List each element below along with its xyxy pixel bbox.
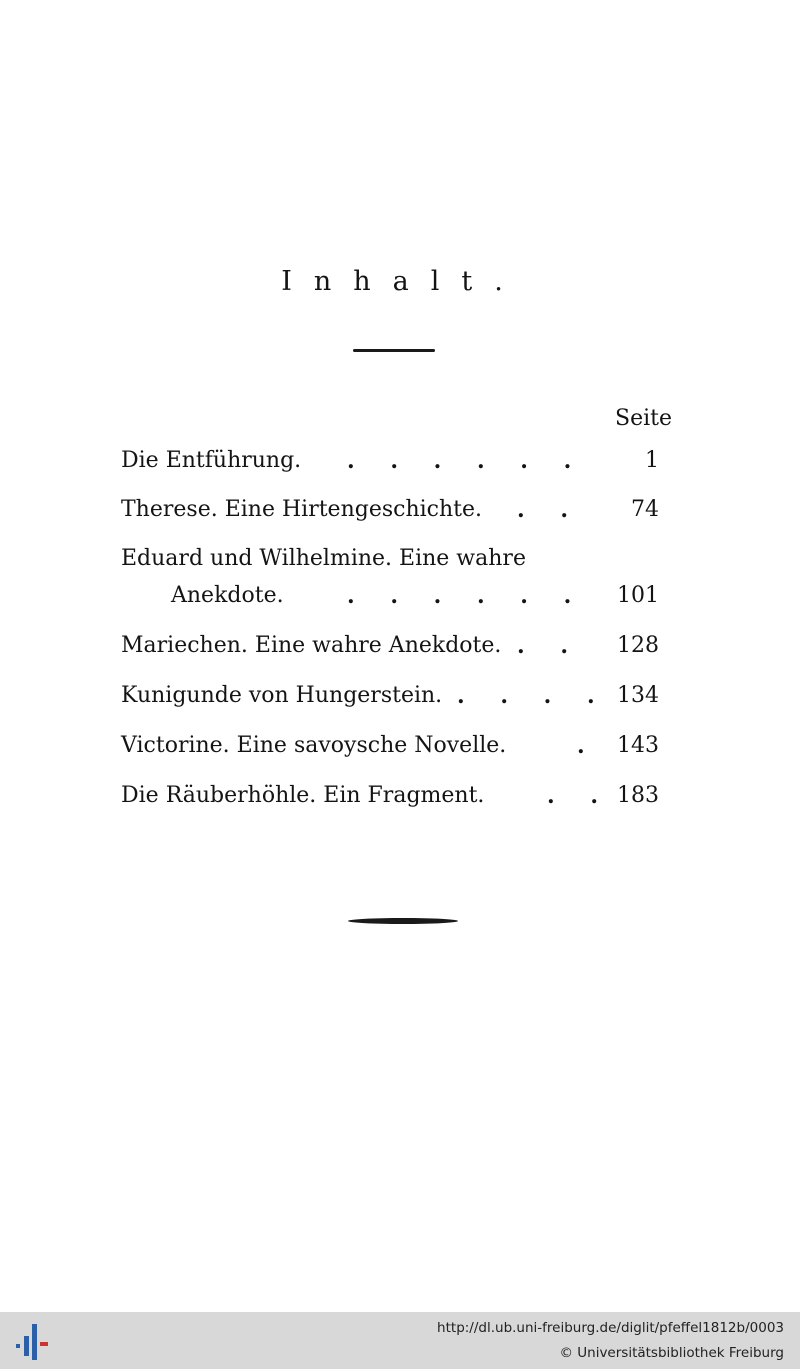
- source-url[interactable]: http://dl.ub.uni-freiburg.de/diglit/pfeffel1812b/0003: [437, 1320, 784, 1336]
- ub-freiburg-logo-icon: [12, 1322, 52, 1362]
- toc-entry-page: 1: [645, 448, 659, 473]
- toc-entry-page: 128: [617, 633, 659, 658]
- toc-entry-title: Therese. Eine Hirtengeschichte.: [121, 497, 483, 522]
- toc-entry[interactable]: [121, 733, 661, 765]
- leader-dots: .: [577, 733, 599, 759]
- leader-dots: . . . . . .: [347, 448, 586, 474]
- leader-dots: . . . .: [457, 683, 609, 709]
- toc-entry-title: Mariechen. Eine wahre Anekdote.: [121, 633, 502, 658]
- leader-dots: . .: [547, 783, 612, 809]
- toc-entry[interactable]: [121, 546, 661, 616]
- page-heading: Inhalt.: [281, 266, 525, 297]
- toc-entry[interactable]: [121, 448, 661, 480]
- seite-column-label: Seite: [615, 406, 672, 431]
- leader-dots: . .: [517, 497, 582, 523]
- toc-entry-title: Victorine. Eine savoysche Novelle.: [121, 733, 507, 758]
- toc-entry[interactable]: [121, 783, 661, 815]
- toc-entry-title: Eduard und Wilhelmine. Eine wahre: [121, 546, 526, 571]
- toc-entry-title: Die Räuberhöhle. Ein Fragment.: [121, 783, 485, 808]
- toc-entry-page: 143: [617, 733, 659, 758]
- toc-entry[interactable]: [121, 633, 661, 665]
- toc-entry-page: 134: [617, 683, 659, 708]
- toc-entry[interactable]: [121, 683, 661, 715]
- toc-entry-page: 74: [631, 497, 659, 522]
- decorative-rule-top: [353, 349, 435, 352]
- toc-entry-title: Die Entführung.: [121, 448, 302, 473]
- toc-entry-page: 183: [617, 783, 659, 808]
- toc-entry-page: 101: [617, 583, 659, 608]
- leader-dots: . . . . . .: [347, 583, 586, 609]
- viewer-footer: [0, 1312, 800, 1369]
- decorative-rule-bottom: [348, 918, 458, 924]
- toc-entry-title: Kunigunde von Hungerstein.: [121, 683, 443, 708]
- copyright-notice: © Universitätsbibliothek Freiburg: [559, 1345, 784, 1361]
- toc-entry-title-continued: Anekdote.: [171, 583, 284, 608]
- toc-entry[interactable]: [121, 497, 661, 529]
- leader-dots: . .: [517, 633, 582, 659]
